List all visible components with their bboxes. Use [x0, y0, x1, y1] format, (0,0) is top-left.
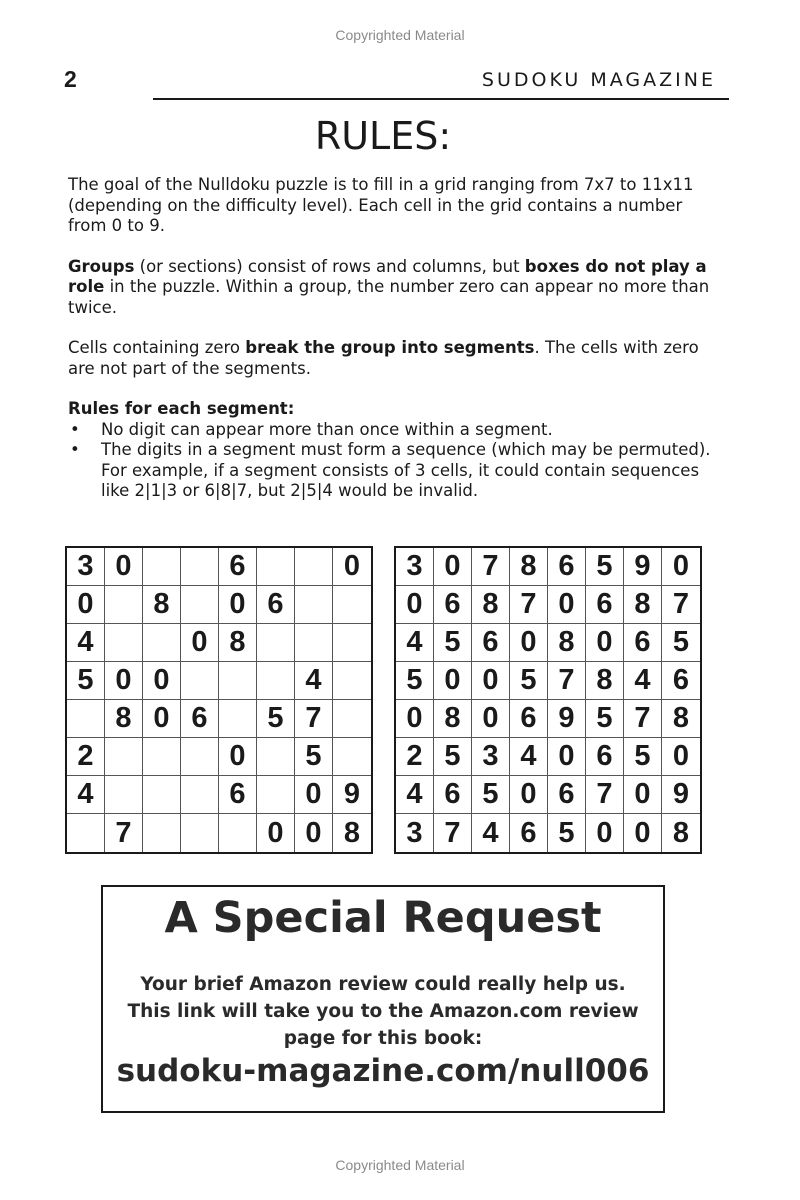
- puzzle-cell: 0: [333, 548, 371, 586]
- solution-cell: 0: [510, 624, 548, 662]
- copyright-top: Copyrighted Material: [335, 27, 465, 43]
- puzzle-cell: 0: [295, 776, 333, 814]
- puzzle-cell: 6: [219, 548, 257, 586]
- solution-cell: 0: [624, 776, 662, 814]
- puzzle-cell: [105, 586, 143, 624]
- puzzle-cell: [105, 738, 143, 776]
- segment-rule-item: [68, 440, 718, 502]
- puzzle-cell: [181, 586, 219, 624]
- solution-cell: 6: [510, 814, 548, 852]
- rules-p3-text1: Cells containing zero: [68, 338, 246, 357]
- puzzle-cell: 0: [219, 738, 257, 776]
- solution-cell: 7: [434, 814, 472, 852]
- solution-cell: 4: [624, 662, 662, 700]
- puzzle-cell: [219, 662, 257, 700]
- puzzle-cell: 8: [219, 624, 257, 662]
- puzzle-cell: 5: [295, 738, 333, 776]
- puzzle-cell: 0: [105, 548, 143, 586]
- special-request-line: Your brief Amazon review could really help us.: [140, 974, 626, 995]
- solution-cell: 9: [548, 700, 586, 738]
- solution-cell: 5: [548, 814, 586, 852]
- puzzle-cell: [181, 814, 219, 852]
- example-puzzle-grid: [65, 546, 373, 854]
- solution-cell: 4: [510, 738, 548, 776]
- solution-cell: 6: [548, 776, 586, 814]
- puzzle-cell: [143, 548, 181, 586]
- rules-p3-text2: . The cells with zero are not part of the segments.: [68, 338, 699, 378]
- solution-cell: 0: [548, 738, 586, 776]
- solution-cell: 8: [510, 548, 548, 586]
- solution-cell: 3: [396, 814, 434, 852]
- solution-cell: 5: [586, 548, 624, 586]
- solution-cell: 6: [548, 548, 586, 586]
- puzzle-cell: 8: [343, 816, 361, 849]
- puzzle-cell: 0: [67, 586, 105, 624]
- rules-paragraph-1: The goal of the Nulldoku puzzle is to fill in a grid ranging from 7x7 to 11x11 (depending on the difficulty level). Each cell in the grid contains a number from 0 to 9.: [68, 175, 694, 235]
- puzzle-cell: 6: [181, 700, 219, 738]
- puzzle-cell: [333, 738, 371, 776]
- puzzle-cell: [181, 548, 219, 586]
- puzzle-cell: [257, 548, 295, 586]
- solution-cell: 8: [624, 586, 662, 624]
- bullet-icon: •: [70, 440, 80, 459]
- solution-cell: 8: [548, 624, 586, 662]
- puzzle-cell: 8: [143, 586, 181, 624]
- puzzle-cell: 7: [295, 700, 333, 738]
- rules-p2-text1: (or sections) consist of rows and columns, but: [134, 256, 525, 276]
- magazine-title: SUDOKU MAGAZINE: [481, 69, 716, 91]
- segment-rule-text: The digits in a segment must form a sequence (which may be permuted). For example, if a segment consists of 3 cells, it could contain sequences like 2|1|3 or 6|8|7, but 2|5|4 would be invalid.: [101, 440, 711, 500]
- rules-p2-text2: in the puzzle. Within a group, the number zero can appear no more than twice.: [68, 277, 710, 317]
- rules-title: RULES:: [314, 114, 452, 158]
- solution-cell: 5: [624, 738, 662, 776]
- solution-cell: 4: [472, 814, 510, 852]
- puzzle-cell: 5: [257, 700, 295, 738]
- puzzle-cell: [105, 624, 143, 662]
- solution-cell: 7: [586, 776, 624, 814]
- segment-rule-text: No digit can appear more than once within a segment.: [101, 419, 553, 439]
- puzzle-cell: [181, 776, 219, 814]
- puzzle-cell: 7: [105, 814, 143, 852]
- solution-cell: 6: [472, 624, 510, 662]
- puzzle-cell: 6: [219, 776, 257, 814]
- solution-cell: 4: [396, 776, 434, 814]
- solution-cell: 0: [396, 700, 434, 738]
- puzzle-cell: [143, 814, 181, 852]
- rules-groups-bold: Groups: [68, 256, 135, 276]
- puzzle-cell: 0: [181, 624, 219, 662]
- segment-rule-item: [68, 420, 718, 441]
- solution-cell: 0: [472, 662, 510, 700]
- puzzle-cell: [181, 662, 219, 700]
- solution-cell: 5: [396, 662, 434, 700]
- special-request-text: [103, 971, 663, 1052]
- page-number: 2: [64, 66, 77, 92]
- puzzle-cell: 0: [143, 700, 181, 738]
- solution-cell: 0: [662, 738, 700, 776]
- puzzle-cell: [143, 738, 181, 776]
- header-rule: [153, 98, 729, 100]
- puzzle-cell: [333, 700, 371, 738]
- solution-cell: 3: [472, 738, 510, 776]
- special-request-line: This link will take you to the Amazon.com review: [127, 1001, 639, 1022]
- solution-cell: 2: [396, 738, 434, 776]
- puzzle-cell: [181, 738, 219, 776]
- solution-cell: 5: [586, 700, 624, 738]
- page-header: [64, 66, 730, 100]
- puzzle-cell: 8: [105, 700, 143, 738]
- solution-cell: 9: [662, 776, 700, 814]
- solution-cell: 5: [434, 738, 472, 776]
- solution-cell: 6: [662, 662, 700, 700]
- solution-cell: 6: [434, 776, 472, 814]
- solution-cell: 8: [672, 816, 690, 849]
- solution-cell: 9: [624, 548, 662, 586]
- solution-cell: 6: [586, 586, 624, 624]
- solution-cell: 0: [624, 814, 662, 852]
- solution-cell: 5: [434, 624, 472, 662]
- puzzle-cell: 0: [143, 662, 181, 700]
- puzzle-cell: 5: [67, 662, 105, 700]
- solution-cell: 7: [472, 548, 510, 586]
- puzzle-cell: 0: [219, 586, 257, 624]
- special-request-line: page for this book:: [283, 1028, 483, 1049]
- solution-cell: 8: [586, 662, 624, 700]
- copyright-bottom: Copyrighted Material: [335, 1157, 465, 1173]
- segment-rules-heading: Rules for each segment:: [68, 399, 295, 418]
- puzzle-cell: 9: [333, 776, 371, 814]
- puzzle-cell: [257, 738, 295, 776]
- solution-cell: 0: [662, 548, 700, 586]
- solution-cell: 0: [548, 586, 586, 624]
- solution-cell: 6: [586, 738, 624, 776]
- puzzle-cell: 4: [295, 662, 333, 700]
- puzzle-cell: [295, 548, 333, 586]
- puzzle-cell: [333, 624, 371, 662]
- puzzle-cell: [333, 586, 371, 624]
- rules-segments-bold: break the group into segments: [245, 338, 535, 357]
- puzzle-cell: [67, 814, 105, 852]
- solution-cell: 5: [510, 662, 548, 700]
- solution-cell: 0: [434, 662, 472, 700]
- solution-cell: 8: [472, 586, 510, 624]
- special-request-box: [101, 885, 665, 1113]
- solution-cell: 0: [434, 548, 472, 586]
- puzzle-cell: 6: [257, 586, 295, 624]
- puzzle-cell: [219, 814, 257, 852]
- solution-cell: 6: [510, 700, 548, 738]
- solution-cell: 8: [434, 700, 472, 738]
- solution-cell: 0: [586, 814, 624, 852]
- solution-cell: 6: [624, 624, 662, 662]
- puzzle-cell: [143, 776, 181, 814]
- solution-cell: 3: [396, 548, 434, 586]
- puzzle-cell: [295, 586, 333, 624]
- puzzle-cell: 0: [105, 662, 143, 700]
- puzzle-cell: 0: [295, 814, 333, 852]
- example-solution-grid: [394, 546, 702, 854]
- puzzle-cell: 2: [67, 738, 105, 776]
- solution-cell: 7: [624, 700, 662, 738]
- puzzle-cell: [105, 776, 143, 814]
- puzzle-cell: [219, 700, 257, 738]
- special-request-title: A Special Request: [164, 893, 602, 943]
- puzzle-cell: [257, 624, 295, 662]
- solution-cell: 6: [434, 586, 472, 624]
- puzzle-cell: 3: [67, 548, 105, 586]
- solution-cell: 0: [472, 700, 510, 738]
- puzzle-cell: [257, 776, 295, 814]
- rules-paragraph-3: [68, 338, 718, 379]
- puzzle-cell: [295, 624, 333, 662]
- puzzle-cell: [67, 700, 105, 738]
- solution-cell: 5: [472, 776, 510, 814]
- rules-boxes-bold: boxes do not play a role: [68, 256, 707, 296]
- solution-cell: 8: [662, 700, 700, 738]
- puzzle-cell: 0: [257, 814, 295, 852]
- solution-cell: 0: [586, 624, 624, 662]
- puzzle-cell: [257, 662, 295, 700]
- segment-rules-list: [68, 420, 718, 502]
- puzzle-cell: 4: [67, 624, 105, 662]
- review-link[interactable]: sudoku-magazine.com/null006: [116, 1053, 650, 1089]
- puzzle-cell: 4: [67, 776, 105, 814]
- puzzle-cell: [143, 624, 181, 662]
- solution-cell: 5: [662, 624, 700, 662]
- solution-cell: 7: [662, 586, 700, 624]
- rules-paragraph-2: [68, 257, 718, 319]
- solution-cell: 4: [396, 624, 434, 662]
- solution-cell: 7: [510, 586, 548, 624]
- solution-cell: 0: [510, 776, 548, 814]
- solution-cell: 7: [548, 662, 586, 700]
- bullet-icon: •: [70, 419, 80, 439]
- puzzle-cell: [333, 662, 371, 700]
- solution-cell: 0: [396, 586, 434, 624]
- rules-body: [68, 175, 718, 502]
